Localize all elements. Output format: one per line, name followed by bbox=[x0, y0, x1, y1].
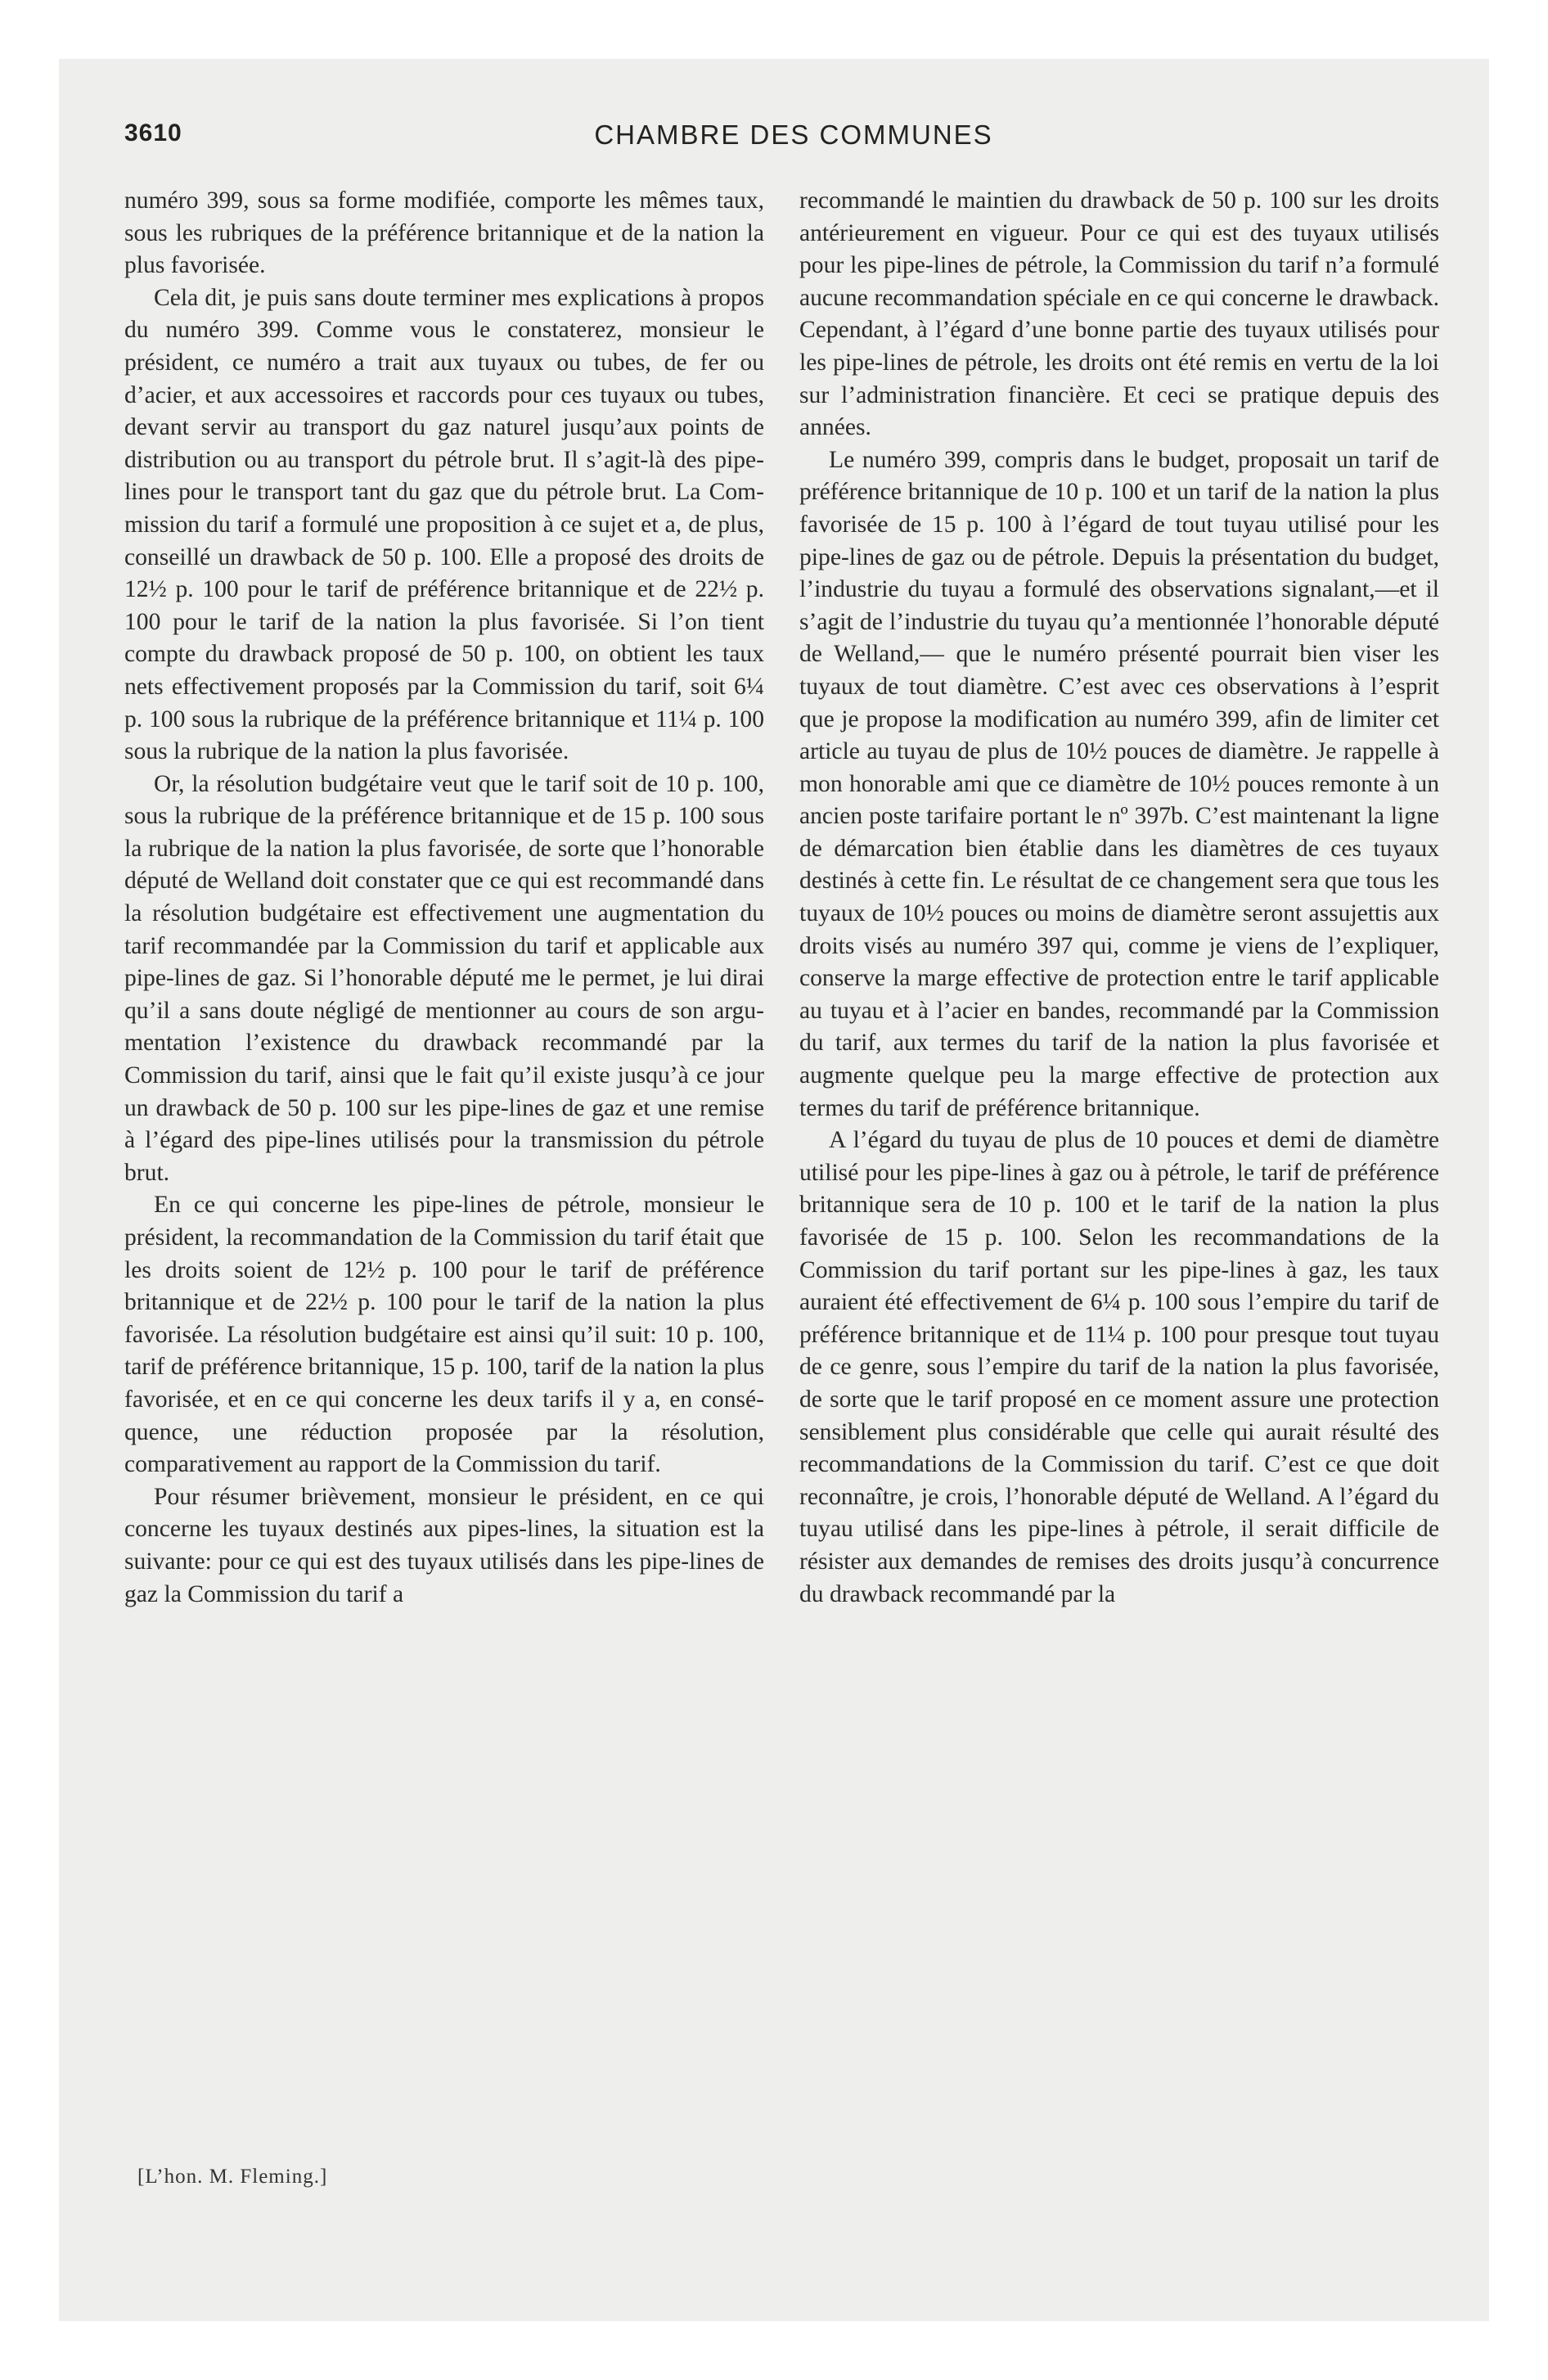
page-number: 3610 bbox=[124, 119, 182, 146]
paragraph: Pour résumer brièvement, monsieur le président, en ce qui concerne les tuyaux destinés aux pipes-lines, la situation est la suivante: pour ce qui est des tuyaux utilisés dans les pipe-lines de gaz la Commission du tarif a bbox=[124, 1483, 764, 1607]
paragraph: Le numéro 399, compris dans le budget, proposait un tarif de préférence britannique de 10 p. 100 et un tarif de la nation la plus favorisée de 15 p. 100 à l’égard de tout tuyau utilisé pour les pipe-lines de gaz ou de pétrole. Depuis la présentation du budget, l’industrie du tuyau a formulé des observations signalant,—et il s’agit de l’industrie du tuyau qu’a mentionnée l’honorable député de Welland,— que le numéro présenté pourrait bien viser les tuyaux de tout diamètre. C’est avec ces observations à l’esprit que je propose la modification au numéro 399, afin de limiter cet article au tuyau de plus de 10½ pouces de diamètre. Je rappelle à mon honorable ami que ce diamètre de 10½ pouces remonte à un ancien poste tarifaire portant le nº 397b. C’est maintenant la ligne de démarcation bien établie dans les diamètres de ces tuyaux destinés à cette fin. Le résultat de ce changement sera que tous les tuyaux de 10½ pouces ou moins de diamètre seront assujettis aux droits visés au numéro 397 qui, comme je viens de l’expliquer, conserve la marge effective de protection entre le tarif applicable au tuyau et à l’acier en bandes, recommandé par la Commission du tarif, aux termes du tarif de la nation la plus favorisée et augmente quelque peu la marge effective de protection aux termes du tarif de préférence britannique. bbox=[799, 446, 1439, 1121]
paragraph: Or, la résolution budgétaire veut que le tarif soit de 10 p. 100, sous la rubrique de la préférence britannique et de 15 p. 100 sous la rubrique de la nation la plus favorisée, de sorte que l’honorable député de Welland doit constater que ce qui est recommandé dans la résolution budgétaire est effectivement une augmentation du tarif recommandée par la Commission du tarif et applicable aux pipe-lines de gaz. Si l’honorable député me le permet, je lui dirai qu’il a sans doute négligé de mentionner au cours de son argumentation l’existence du drawback recommandé par la Commission du tarif, ainsi que le fait qu’il existe jusqu’à ce jour un drawback de 50 p. 100 sur les pipe-lines de gaz et une remise à l’égard des pipe-lines utilisés pour la transmission du pétrole brut. bbox=[124, 770, 764, 1186]
speaker-attribution: [L’hon. M. Fleming.] bbox=[137, 2166, 328, 2188]
paragraph: recommandé le maintien du drawback de 50 p. 100 sur les droits antérieurement en vigueur. Pour ce qui est des tuyaux utilisés pour les pipe-lines de pétrole, la Commission du tarif n’a formulé aucune recommandation spéciale en ce qui concerne le drawback. Cependant, à l’égard d’une bonne partie des tuyaux utilisés pour les pipe-lines de pétrole, les droits ont été remis en vertu de la loi sur l’administration financière. Et ceci se pratique depuis des années. bbox=[799, 187, 1439, 441]
paragraph: En ce qui concerne les pipe-lines de pétrole, monsieur le président, la recommandation de la Commission du tarif était que les droits soient de 12½ p. 100 pour le tarif de préférence britannique et de 22½ p. 100 pour le tarif de la nation la plus favorisée. La résolution budgétaire est ainsi qu’il suit: 10 p. 100, tarif de préférence britannique, 15 p. 100, tarif de la nation la plus favorisée, et en ce qui concerne les deux tarifs il y a, en conséquence, une réduction proposée par la résolution, comparativement au rapport de la Commission du tarif. bbox=[124, 1192, 764, 1478]
right-column bbox=[799, 185, 1439, 1611]
paragraph: numéro 399, sous sa forme modifiée, comporte les mêmes taux, sous les rubriques de la préférence britannique et de la nation la plus favorisée. bbox=[124, 187, 764, 279]
paragraph: A l’égard du tuyau de plus de 10 pouces et demi de diamètre utilisé pour les pipe-lines à gaz ou à pétrole, le tarif de préférence britannique sera de 10 p. 100 et le tarif de la nation la plus favorisée de 15 p. 100. Selon les recommandations de la Commission du tarif portant sur les pipe-lines à gaz, les taux auraient été effectivement de 6¼ p. 100 sous l’empire du tarif de préférence britannique et de 11¼ p. 100 pour presque tout tuyau de ce genre, sous l’empire du tarif de la nation la plus favorisée, de sorte que le tarif proposé en ce moment assure une protection sensiblement plus considérable que celle qui aurait résulté des recommandations de la Commission du tarif. C’est ce que doit reconnaître, je crois, l’honorable député de Welland. A l’égard du tuyau utilisé dans les pipe-lines à pétrole, il serait difficile de résister aux demandes de remises des droits jusqu’à concurrence du drawback recommandé par la bbox=[799, 1127, 1439, 1607]
paragraph: Cela dit, je puis sans doute terminer mes explications à propos du numéro 399. Comme vous le constaterez, monsieur le président, ce numéro a trait aux tuyaux ou tubes, de fer ou d’acier, et aux accessoires et raccords pour ces tuyaux ou tubes, devant servir au transport du gaz naturel jusqu’aux points de distribution ou au transport du pétrole brut. Il s’agit-là des pipe-lines pour le transport tant du gaz que du pétrole brut. La Commission du tarif a formulé une proposition à ce sujet et a, de plus, conseillé un drawback de 50 p. 100. Elle a proposé des droits de 12½ p. 100 pour le tarif de préférence britannique et de 22½ p. 100 pour le tarif de la nation la plus favorisée. Si l’on tient compte du drawback proposé de 50 p. 100, on obtient les taux nets effectivement proposés par la Commission du tarif, soit 6¼ p. 100 sous la rubrique de la préférence britannique et 11¼ p. 100 sous la rubrique de la nation la plus favorisée. bbox=[124, 284, 764, 765]
running-head: CHAMBRE DES COMMUNES bbox=[594, 119, 993, 150]
left-column bbox=[124, 185, 764, 1611]
page-header bbox=[124, 119, 1463, 152]
